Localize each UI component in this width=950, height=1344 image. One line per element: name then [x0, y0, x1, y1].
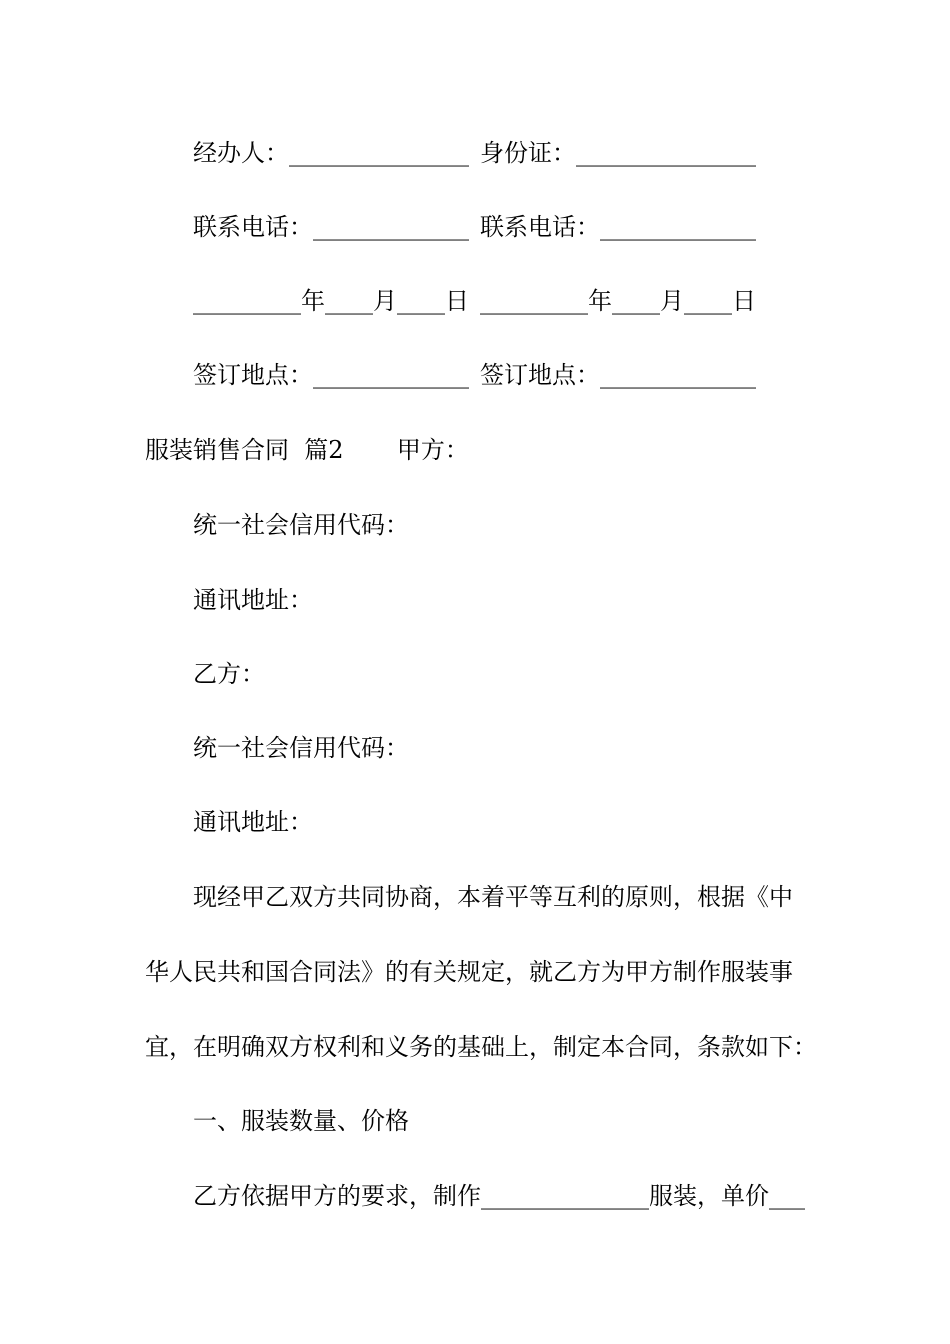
party-b-address: 通讯地址： [193, 808, 313, 836]
signing-place-right: 签订地点：_____________ [480, 361, 756, 389]
section-heading: 服装销售合同 篇2 甲方： [145, 436, 469, 464]
signing-place-left: 签订地点：_____________ [193, 361, 469, 389]
preamble-line-2: 华人民共和国合同法》的有关规定，就乙方为甲方制作服装事 [145, 958, 793, 986]
date-field-right: _________年____月____日 [480, 287, 756, 315]
clause-1-title: 一、服装数量、价格 [193, 1107, 409, 1135]
party-a-credit-code: 统一社会信用代码： [193, 511, 409, 539]
party-a-address: 通讯地址： [193, 586, 313, 614]
preamble-line-3: 宜，在明确双方权利和义务的基础上，制定本合同，条款如下： [145, 1033, 817, 1061]
preamble-line-1: 现经甲乙双方共同协商，本着平等互利的原则，根据《中 [193, 883, 793, 911]
phone-field-left: 联系电话：_____________ [193, 213, 469, 241]
clause-1-text: 乙方依据甲方的要求，制作______________服装，单价___ [193, 1182, 805, 1210]
party-b-credit-code: 统一社会信用代码： [193, 734, 409, 762]
id-card-field: 身份证：_______________ [480, 139, 756, 167]
phone-field-right: 联系电话：_____________ [480, 213, 756, 241]
agent-field: 经办人：_______________ [193, 139, 469, 167]
date-field-left: _________年____月____日 [193, 287, 469, 315]
party-b-label: 乙方： [193, 660, 265, 688]
